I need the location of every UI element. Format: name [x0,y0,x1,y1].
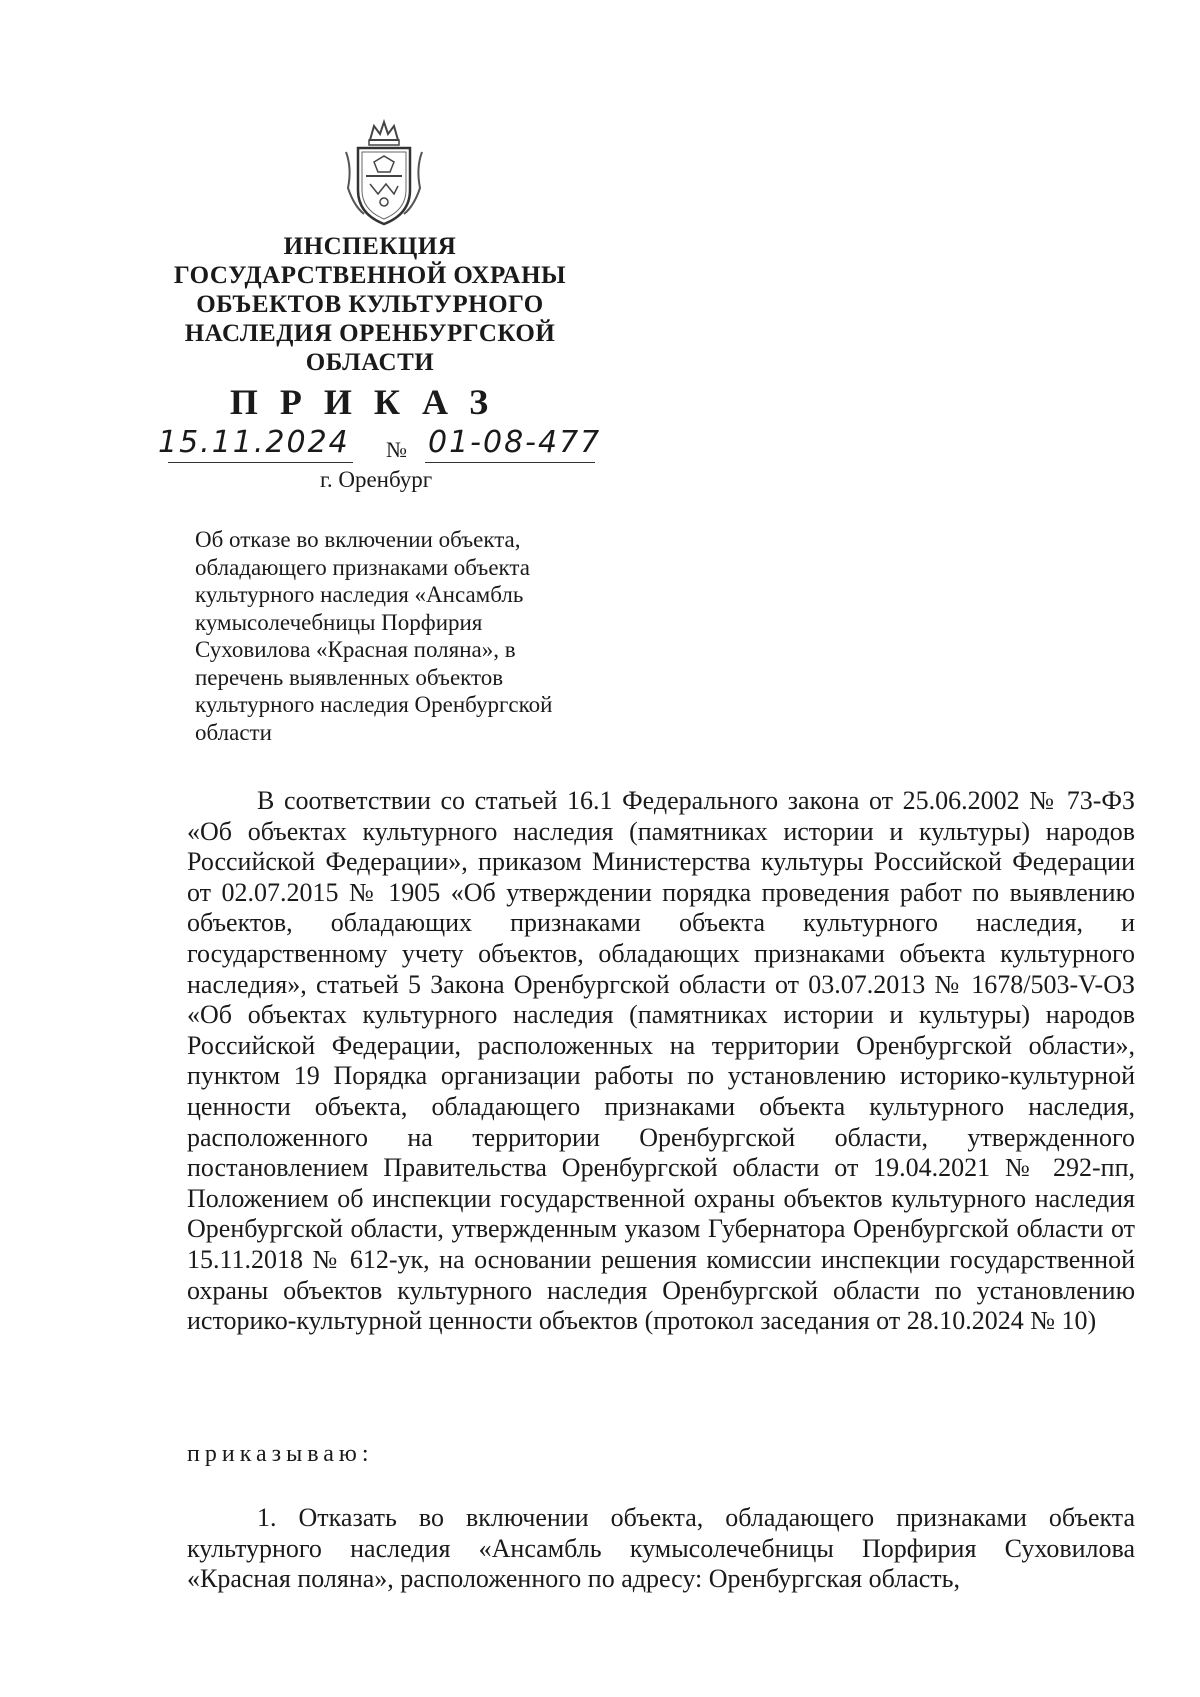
order-number: 01-08-477 [428,425,602,460]
org-line: ИНСПЕКЦИЯ [283,233,457,260]
org-line: НАСЛЕДИЯ ОРЕНБУРГСКОЙ [184,320,556,347]
subject-line: области [195,719,272,745]
subject-line: культурного наследия «Ансамбль [195,582,524,607]
subject-line: Об отказе во включении объекта, [195,527,521,552]
subject-line: перечень выявленных объектов [195,664,504,690]
date-underline [168,462,353,463]
number-underline [425,462,595,463]
document-type-title: ПРИКАЗ [229,382,511,422]
org-line: ОБЛАСТИ [305,349,435,376]
order-item-1: 1. Отказать во включении объекта, обладающего признаками объекта культурного наследия «Ансамбль кумысолечебницы Порфирия Суховилова «Красная поляна», расположенного по адресу: Оренбургская область, [187,1503,1135,1594]
organization-name [150,232,590,377]
coat-of-arms-icon [340,118,428,228]
org-line: ОБЪЕКТОВ КУЛЬТУРНОГО [196,291,544,318]
subject-line: культурного наследия Оренбургской [195,692,553,717]
order-subject [195,526,615,746]
number-sign: № [386,437,407,462]
subject-line: Суховилова «Красная поляна», в [195,637,516,662]
preamble-paragraph: В соответствии со статьей 16.1 Федерального закона от 25.06.2002 № 73-ФЗ «Об объектах культурного наследия (памятниках истории и культуры) народов Российской Федерации», приказом Министерства культуры Российской Федерации от 02.07.2015 № 1905 «Об утверждении порядка проведения работ по выявлению объектов, обладающих признаками объекта культурного наследия, и государственному учету объектов, обладающих признаками объекта культурного наследия», статьей 5 Закона Оренбургской области от 03.07.2013 № 1678/503-V-ОЗ «Об объектах культурного наследия (памятниках истории и культуры) народов Российской Федерации, расположенных на территории Оренбургской области», пунктом 19 Порядка организации работы по установлению историко-культурной ценности объекта, обладающего признаками объекта культурного наследия, расположенного на территории Оренбургской области, утвержденного постановлением Правительства Оренбургской области от 19.04.2021 № 292-пп, Положением об инспекции государственной охраны объектов культурного наследия Оренбургской области, утвержденным указом Губернатора Оренбургской области от 15.11.2018 № 612-ук, на основании решения комиссии инспекции государственной охраны объектов культурного наследия Оренбургской области по установлению историко-культурной ценности объектов (протокол заседания от 28.10.2024 № 10) [187,786,1135,1336]
order-date: 15.11.2024 [158,425,350,460]
subject-line: кумысолечебницы Порфирия [195,609,483,635]
subject-line: обладающего признаками объекта [195,554,530,580]
org-line: ГОСУДАРСТВЕННОЙ ОХРАНЫ [173,262,567,289]
city-label: г. Оренбург [320,467,433,492]
order-directive: приказываю: [187,1441,374,1467]
